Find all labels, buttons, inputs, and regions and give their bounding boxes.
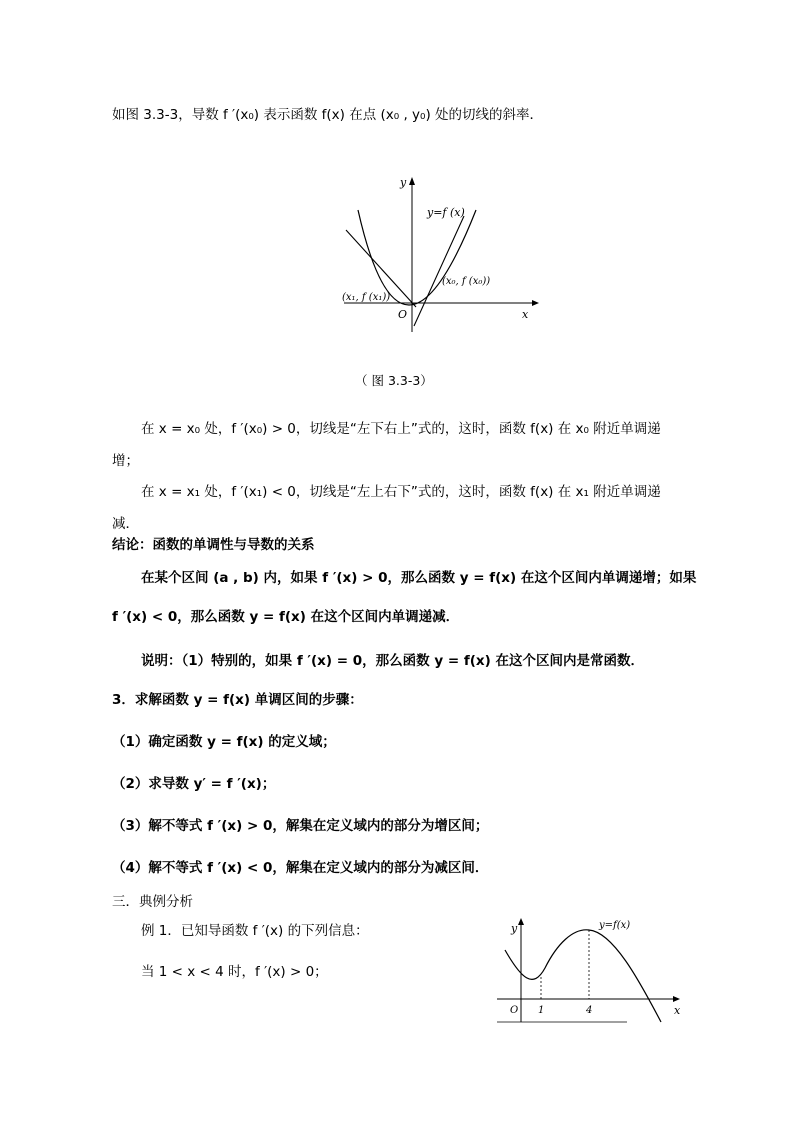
x-axis-arrow bbox=[673, 996, 680, 1002]
y-axis-label: y bbox=[400, 176, 407, 189]
curve-label: y=f(x) bbox=[599, 920, 631, 931]
y-axis-arrow bbox=[409, 177, 415, 185]
point-x1-label: (x₁, f (x₁)) bbox=[342, 292, 391, 303]
step-3: （3）解不等式 f ′(x) > 0，解集在定义域内的部分为增区间； bbox=[112, 818, 489, 834]
step-1: （1）确定函数 y = f(x) 的定义域； bbox=[112, 734, 336, 750]
steps-title: 3．求解函数 y = f(x) 单调区间的步骤： bbox=[112, 692, 363, 708]
note-line: 说明：（1）特别的，如果 f ′(x) = 0，那么函数 y = f(x) 在这个区间内是常函数． bbox=[141, 653, 644, 669]
step-2: （2）求导数 y′ = f ′(x)； bbox=[112, 776, 276, 792]
example-1: 例 1．已知导函数 f ′(x) 的下列信息： bbox=[141, 923, 369, 939]
intro-line: 如图 3.3-3，导数 f ′(x₀) 表示函数 f(x) 在点 (x₀ , y₀) 处的切线的斜率． bbox=[112, 107, 543, 123]
paragraph-x1: 在 x = x₁ 处，f ′(x₁) < 0，切线是“左上右下”式的，这时，函数 f(x) 在 x₁ 附近单调递 bbox=[141, 484, 661, 500]
conclusion-line-1: 在某个区间 (a , b) 内，如果 f ′(x) > 0，那么函数 y = f(x) 在这个区间内单调递增；如果 bbox=[141, 570, 697, 586]
section-heading: 三．典例分析 bbox=[112, 894, 193, 910]
origin-label: O bbox=[398, 308, 408, 321]
x-axis-label: x bbox=[522, 308, 529, 321]
step-4: （4）解不等式 f ′(x) < 0，解集在定义域内的部分为减区间． bbox=[112, 860, 489, 876]
paragraph-x1-continued: 减． bbox=[112, 516, 139, 532]
x-axis-label: x bbox=[674, 1004, 681, 1017]
paragraph-x0: 在 x = x₀ 处，f ′(x₀) > 0，切线是“左下右上”式的，这时，函数 f(x) 在 x₀ 附近单调递 bbox=[141, 421, 661, 437]
parabola-curve bbox=[358, 210, 476, 305]
figure-3-3-3 bbox=[336, 172, 566, 347]
tangent-line-x0 bbox=[414, 216, 464, 326]
origin-label: O bbox=[510, 1005, 519, 1016]
x-axis-arrow bbox=[532, 300, 539, 306]
point-x0-label: (x₀, f (x₀)) bbox=[442, 276, 491, 287]
figure-caption: （ 图 3.3-3） bbox=[355, 373, 433, 388]
curve-label: y=f (x) bbox=[427, 206, 465, 219]
tick-1-label: 1 bbox=[538, 1005, 545, 1016]
figure-example-1 bbox=[493, 910, 693, 1030]
conclusion-line-2: f ′(x) < 0，那么函数 y = f(x) 在这个区间内单调递减． bbox=[112, 609, 460, 625]
y-axis-arrow bbox=[518, 918, 524, 925]
conclusion-title: 结论：函数的单调性与导数的关系 bbox=[112, 537, 315, 553]
function-curve bbox=[505, 930, 661, 1022]
y-axis-label: y bbox=[511, 922, 518, 935]
paragraph-x0-continued: 增； bbox=[112, 453, 139, 469]
example-1-condition: 当 1 < x < 4 时，f ′(x) > 0； bbox=[141, 964, 328, 980]
tick-4-label: 4 bbox=[586, 1005, 593, 1016]
